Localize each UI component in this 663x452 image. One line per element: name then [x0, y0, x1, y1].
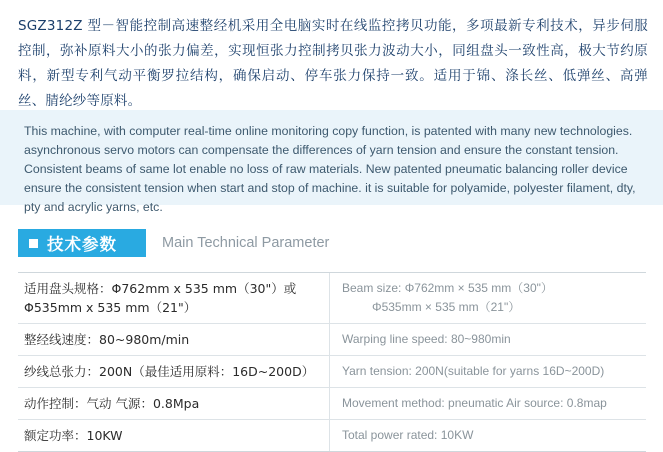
spec-cell-cn [18, 420, 330, 451]
spec-cell-en [330, 356, 646, 387]
section-heading-bar [18, 229, 146, 257]
table-row [18, 388, 646, 420]
spec-cell-cn [18, 324, 330, 355]
english-intro-paragraph: This machine, with computer real-time online monitoring copy function, is patented with many new technologies. asynchronous servo motors can compensate the differences of yarn tension and ensure the constant tension. Consistent beams of same lot enable no loss of raw materials. New patented pneumatic balancing roller device ensure the consistent tension when start and stop of machine. it is suitable for polyamide, polyester filament, dty, pty and acrylic yarns, etc. [24, 124, 636, 214]
spec-cell-en [330, 273, 646, 323]
spec-cell-en [330, 388, 646, 419]
spec-en-line2: Φ535mm × 535 mm（21"） [372, 300, 521, 314]
spec-cn-line1: 整经线速度：80~980m/min [24, 332, 190, 347]
spec-en-line1: Beam size: Φ762mm × 535 mm（30"） [342, 281, 553, 295]
table-row [18, 420, 646, 451]
spec-cn-line1: 适用盘头规格：Φ762mm x 535 mm（30"）或 [24, 281, 297, 296]
spec-cell-en [330, 420, 646, 451]
section-heading [18, 228, 329, 258]
spec-cell-en [330, 324, 646, 355]
section-title-en: Main Technical Parameter [162, 235, 330, 251]
spec-cell-cn [18, 356, 330, 387]
technical-parameters-table [18, 272, 646, 452]
spec-en-line1: Yarn tension: 200N(suitable for yarns 16D~200D) [342, 364, 605, 378]
square-bullet-icon [29, 239, 38, 248]
spec-en-line1: Movement method: pneumatic Air source: 0.8map [342, 396, 607, 410]
table-row [18, 356, 646, 388]
spec-cn-line1: 动作控制：气动 气源：0.8Mpa [24, 396, 200, 411]
table-row [18, 273, 646, 324]
spec-cn-line1: 纱线总张力：200N（最佳适用原料：16D~200D） [24, 364, 315, 379]
table-row [18, 324, 646, 356]
spec-cell-cn [18, 388, 330, 419]
spec-cn-line1: 额定功率：10KW [24, 428, 123, 443]
spec-cn-line2: Φ535mm x 535 mm（21"） [24, 300, 197, 315]
english-intro-panel [0, 110, 663, 214]
chinese-intro-paragraph: SGZ312Z 型－智能控制高速整经机采用全电脑实时在线监控拷贝功能，多项最新专利技术，异步伺服控制，弥补原料大小的张力偏差，实现恒张力控制拷贝张力波动大小，同组盘头一致性高，极大节约原料，新型专利气动平衡罗拉结构，确保启动、停车张力保持一致。适用于锦、涤长丝、低弹丝、高弹丝、腈纶纱等原料。 [18, 18, 648, 109]
spec-en-line1: Warping line speed: 80~980min [342, 332, 511, 346]
section-title-cn: 技术参数 [47, 235, 117, 254]
spec-cell-cn [18, 273, 330, 323]
spec-en-line1: Total power rated: 10KW [342, 428, 474, 442]
